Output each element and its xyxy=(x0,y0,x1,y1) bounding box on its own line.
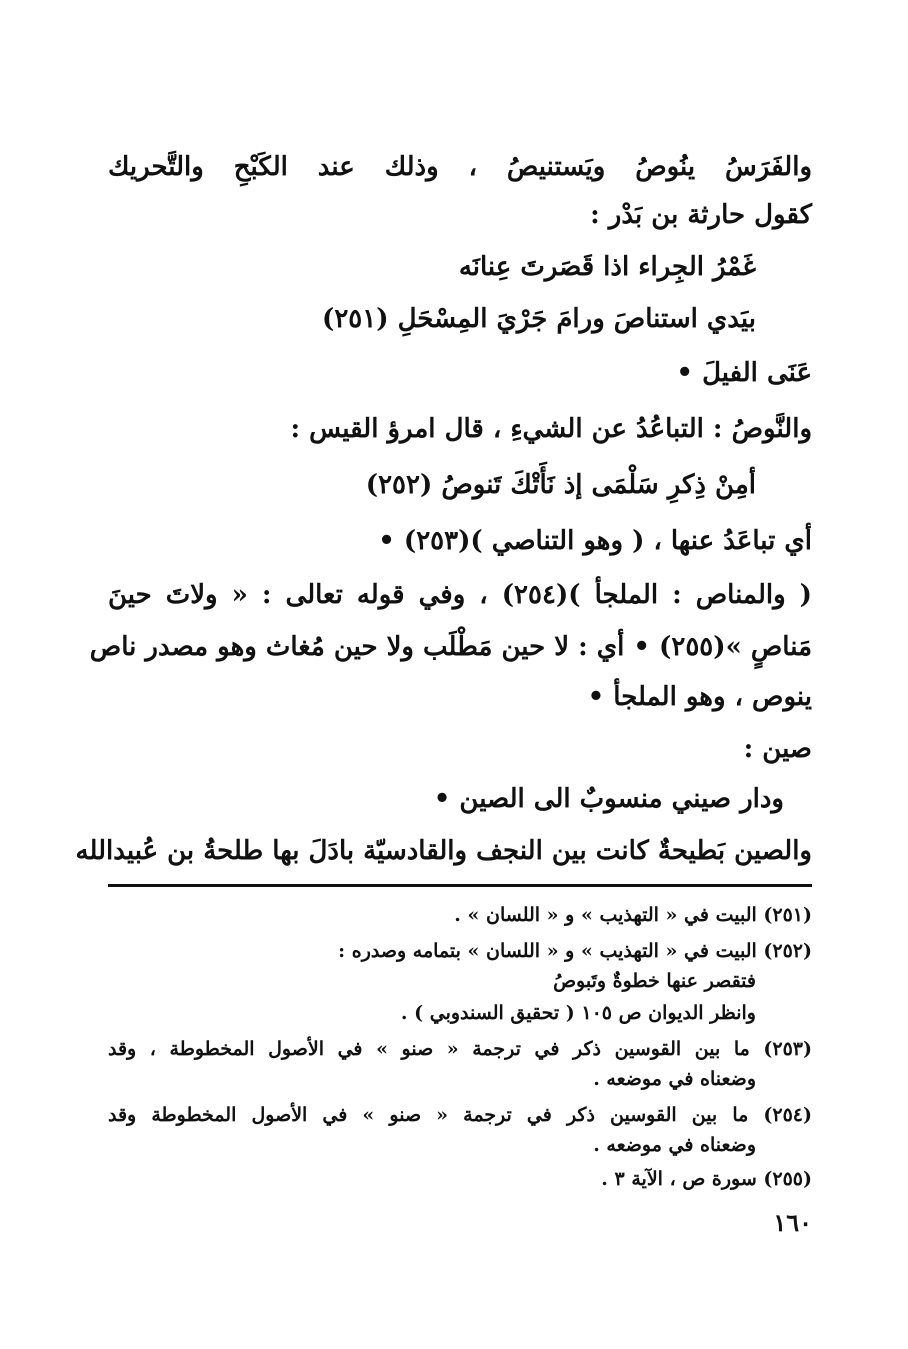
body-line-5: عَنَى الفيلَ • xyxy=(676,358,812,388)
verse-line-3: أمِنْ ذِكرِ سَلْمَى إذ نَأَتْكَ تَنوصُ (٢٥٢) xyxy=(365,470,756,500)
section-heading: صين : xyxy=(743,734,812,764)
verse-line-2: بيَدي استناصَ ورامَ جَرْيَ المِسْحَلِ (٢٥١) xyxy=(322,304,756,334)
body-line-14: والصين بَطيحةٌ كانت بين النجف والقادسيّة بادَلَ بها طلحةُ بن عُبيدالله xyxy=(75,836,812,866)
footnote-253-cont: وضعناه في موضعه . xyxy=(593,1068,756,1090)
body-line-8: أي تباعَدُ عنها ، ( وهو التناصي )(٢٥٣) • xyxy=(378,526,812,556)
footnote-254-cont: وضعناه في موضعه . xyxy=(593,1134,756,1156)
footnote-252-ref: وانظر الديوان ص ١٠٥ ( تحقيق السندوبي ) . xyxy=(400,1002,756,1024)
verse-line-1: غَمْرُ الجِراء اذا قَصَرتَ عِنانَه xyxy=(458,252,756,282)
footnote-252: (٢٥٢) البيت في « التهذيب » و « اللسان » بتمامه وصدره : xyxy=(338,940,812,962)
body-line-1: والفَرَسُ ينُوصُ ويَستنيصُ ، وذلك عند الكَبْحِ والتَّحريك xyxy=(108,152,812,182)
footnote-254: (٢٥٤) ما بين القوسين ذكر في ترجمة « صنو » في الأصول المخطوطة وقد xyxy=(108,1104,812,1126)
body-line-11: ينوص ، وهو الملجأ • xyxy=(587,682,812,712)
body-line-6: والنَّوصُ : التباعُدُ عن الشيءِ ، قال امرؤ القيس : xyxy=(290,414,812,444)
body-line-9: ( والمناص : الملجأ )(٢٥٤) ، وفي قوله تعالى : « ولاتَ حينَ xyxy=(108,580,812,610)
footnote-251: (٢٥١) البيت في « التهذيب » و « اللسان » . xyxy=(454,904,812,926)
footnote-253: (٢٥٣) ما بين القوسين ذكر في ترجمة « صنو » في الأصول المخطوطة ، وقد xyxy=(108,1038,812,1060)
footnote-252-verse: فتقصر عنها خطوةٌ وتَبوصُ xyxy=(553,970,756,992)
page-number: ١٦٠ xyxy=(773,1208,812,1237)
body-line-2: كقول حارثة بن بَدْر : xyxy=(590,200,812,230)
body-line-13: ودار صيني منسوبٌ الى الصين • xyxy=(433,784,784,814)
footnote-divider xyxy=(108,884,812,887)
body-line-10: مَناصٍ »(٢٥٥) • أي : لا حين مَطْلَب ولا حين مُغاث وهو مصدر ناص xyxy=(89,632,812,662)
footnote-255: (٢٥٥) سورة ص ، الآية ٣ . xyxy=(601,1168,812,1190)
